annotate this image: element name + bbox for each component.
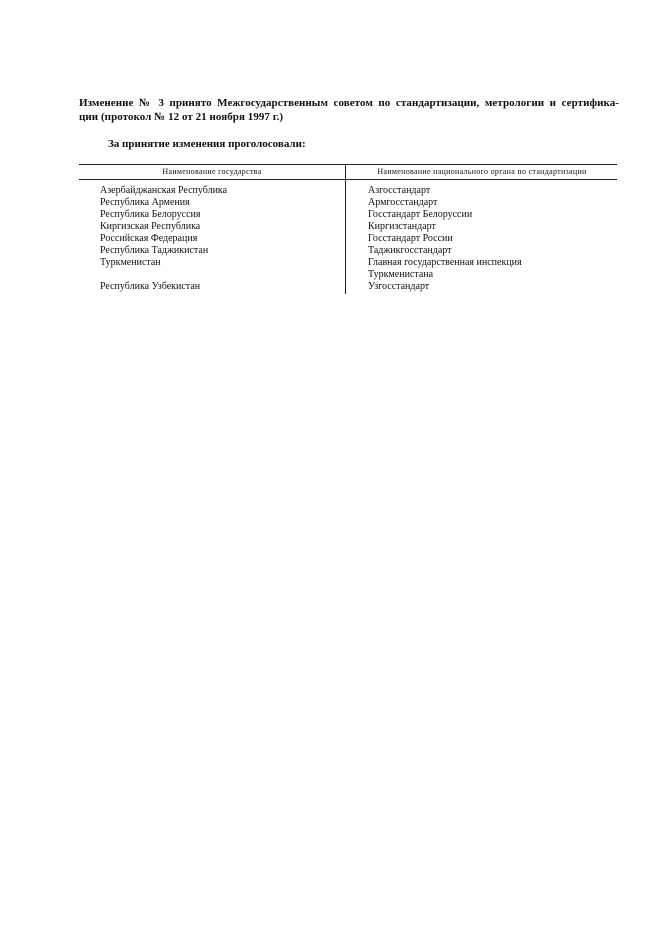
voting-subheading: За принятие изменения проголосовали: — [108, 138, 306, 150]
state-cell: Республика Армения — [100, 197, 190, 208]
state-cell: Киргизская Республика — [100, 221, 201, 232]
body-cell: Армгосстандарт — [368, 197, 438, 208]
table-column-divider — [345, 164, 346, 294]
header-state-name: Наименование государства — [162, 167, 262, 176]
body-cell: Азгосстандарт — [368, 185, 431, 196]
body-cell: Госстандарт Белоруссии — [368, 209, 473, 220]
standards-body-column — [368, 185, 522, 293]
body-cell: Узгосстандарт — [368, 281, 430, 292]
state-cell: Азербайджанская Республика — [100, 185, 228, 196]
state-column — [100, 185, 227, 293]
body-cell: Главная государственная инспекция — [368, 257, 522, 268]
heading-line-1: Изменение № 3 принято Межгосударственным советом по стандартизации, метрологии и сертифика- — [79, 97, 619, 109]
state-cell: Республика Узбекистан — [100, 281, 201, 292]
state-cell — [100, 269, 227, 281]
body-cell: Туркменистана — [368, 269, 434, 280]
body-cell: Киргизстандарт — [368, 221, 436, 232]
state-cell: Республика Таджикистан — [100, 245, 209, 256]
state-cell: Российская Федерация — [100, 233, 198, 244]
body-cell: Таджикгосстандарт — [368, 245, 452, 256]
state-cell: Туркменистан — [100, 257, 161, 268]
table-header-rule — [79, 179, 617, 180]
table-top-rule — [79, 164, 617, 165]
body-cell: Госстандарт России — [368, 233, 453, 244]
header-standards-body: Наименование национального органа по стандартизации — [377, 167, 587, 176]
heading-line-2: ции (протокол № 12 от 21 ноября 1997 г.) — [79, 111, 284, 123]
state-cell: Республика Белоруссия — [100, 209, 201, 220]
amendment-heading — [79, 96, 619, 124]
